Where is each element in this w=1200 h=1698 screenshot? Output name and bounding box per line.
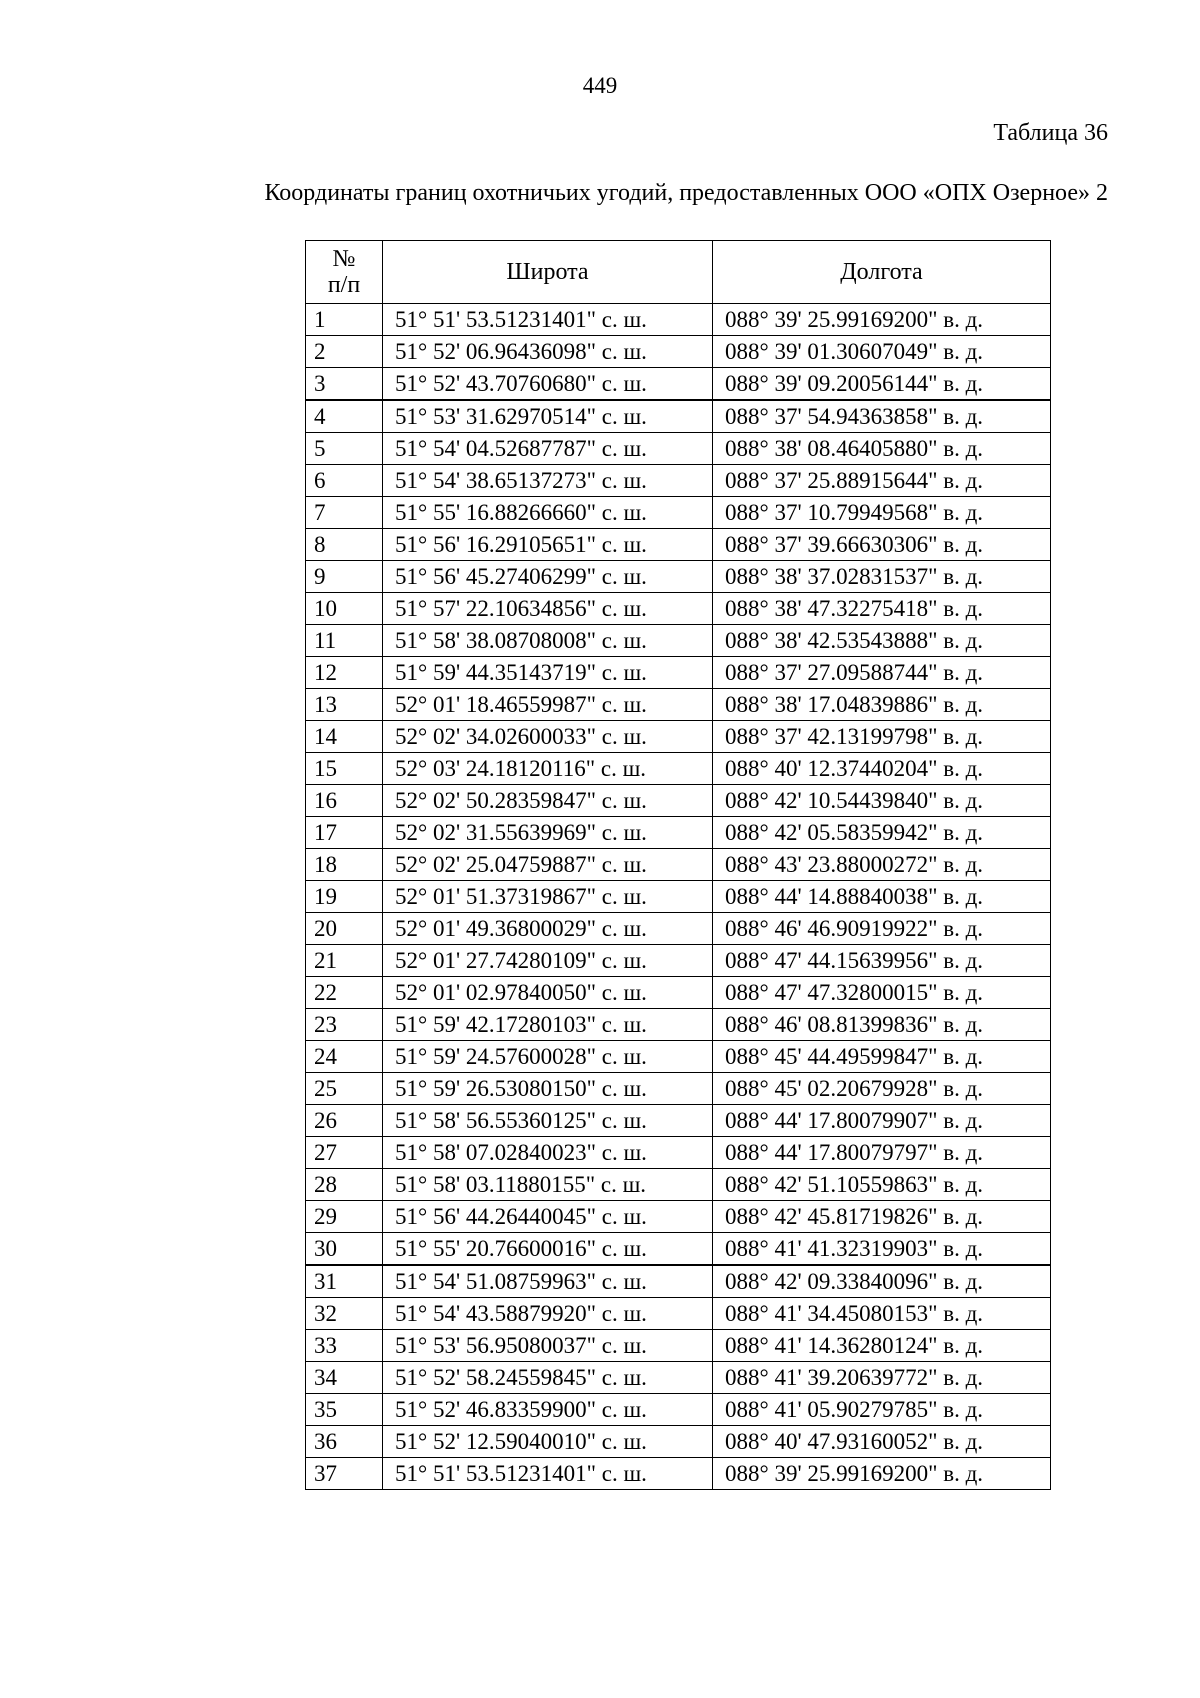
latitude-cell: 51° 52' 06.96436098" с. ш. [383, 336, 713, 368]
table-row [306, 881, 1051, 913]
row-number-cell: 13 [306, 689, 383, 721]
row-number-cell: 14 [306, 721, 383, 753]
table-row [306, 1105, 1051, 1137]
row-number-cell: 33 [306, 1330, 383, 1362]
table-row [306, 593, 1051, 625]
latitude-cell: 51° 53' 31.62970514" с. ш. [383, 400, 713, 433]
latitude-cell: 51° 58' 07.02840023" с. ш. [383, 1137, 713, 1169]
row-number-cell: 4 [306, 400, 383, 433]
latitude-cell: 52° 03' 24.18120116" с. ш. [383, 753, 713, 785]
table-row [306, 1265, 1051, 1298]
longitude-cell: 088° 41' 34.45080153" в. д. [713, 1298, 1051, 1330]
longitude-cell: 088° 39' 09.20056144" в. д. [713, 368, 1051, 401]
table-row [306, 945, 1051, 977]
row-number-cell: 25 [306, 1073, 383, 1105]
table-row [306, 1298, 1051, 1330]
longitude-cell: 088° 41' 41.32319903" в. д. [713, 1233, 1051, 1266]
table-row [306, 368, 1051, 401]
latitude-cell: 51° 52' 58.24559845" с. ш. [383, 1362, 713, 1394]
latitude-cell: 51° 58' 56.55360125" с. ш. [383, 1105, 713, 1137]
longitude-cell: 088° 42' 09.33840096" в. д. [713, 1265, 1051, 1298]
longitude-cell: 088° 47' 44.15639956" в. д. [713, 945, 1051, 977]
table-row [306, 1169, 1051, 1201]
latitude-cell: 52° 02' 50.28359847" с. ш. [383, 785, 713, 817]
table-row [306, 977, 1051, 1009]
row-number-cell: 36 [306, 1426, 383, 1458]
row-number-cell: 15 [306, 753, 383, 785]
longitude-cell: 088° 39' 25.99169200" в. д. [713, 1458, 1051, 1490]
latitude-cell: 51° 54' 04.52687787" с. ш. [383, 433, 713, 465]
column-header-longitude: Долгота [713, 241, 1051, 304]
latitude-cell: 52° 02' 31.55639969" с. ш. [383, 817, 713, 849]
latitude-cell: 52° 02' 34.02600033" с. ш. [383, 721, 713, 753]
longitude-cell: 088° 40' 12.37440204" в. д. [713, 753, 1051, 785]
latitude-cell: 51° 55' 20.76600016" с. ш. [383, 1233, 713, 1266]
row-number-cell: 28 [306, 1169, 383, 1201]
row-number-cell: 5 [306, 433, 383, 465]
longitude-cell: 088° 42' 10.54439840" в. д. [713, 785, 1051, 817]
latitude-cell: 51° 57' 22.10634856" с. ш. [383, 593, 713, 625]
longitude-cell: 088° 42' 45.81719826" в. д. [713, 1201, 1051, 1233]
table-header-row [306, 241, 1051, 304]
row-number-cell: 32 [306, 1298, 383, 1330]
latitude-cell: 51° 51' 53.51231401" с. ш. [383, 1458, 713, 1490]
table-row [306, 1330, 1051, 1362]
longitude-cell: 088° 41' 39.20639772" в. д. [713, 1362, 1051, 1394]
row-number-cell: 18 [306, 849, 383, 881]
latitude-cell: 52° 02' 25.04759887" с. ш. [383, 849, 713, 881]
row-number-cell: 9 [306, 561, 383, 593]
table-row [306, 625, 1051, 657]
coordinates-table [305, 240, 1051, 1490]
row-number-cell: 8 [306, 529, 383, 561]
row-number-cell: 1 [306, 304, 383, 336]
longitude-cell: 088° 47' 47.32800015" в. д. [713, 977, 1051, 1009]
row-number-cell: 37 [306, 1458, 383, 1490]
table-row [306, 400, 1051, 433]
latitude-cell: 52° 01' 27.74280109" с. ш. [383, 945, 713, 977]
latitude-cell: 51° 52' 43.70760680" с. ш. [383, 368, 713, 401]
latitude-cell: 51° 54' 38.65137273" с. ш. [383, 465, 713, 497]
latitude-cell: 51° 58' 03.11880155" с. ш. [383, 1169, 713, 1201]
table-row [306, 1073, 1051, 1105]
column-header-latitude: Широта [383, 241, 713, 304]
row-number-cell: 26 [306, 1105, 383, 1137]
latitude-cell: 52° 01' 49.36800029" с. ш. [383, 913, 713, 945]
table-row [306, 1458, 1051, 1490]
latitude-cell: 51° 59' 42.17280103" с. ш. [383, 1009, 713, 1041]
column-header-number-symbol: № [332, 246, 356, 272]
table-row [306, 689, 1051, 721]
table-row [306, 465, 1051, 497]
table-row [306, 529, 1051, 561]
longitude-cell: 088° 42' 51.10559863" в. д. [713, 1169, 1051, 1201]
longitude-cell: 088° 40' 47.93160052" в. д. [713, 1426, 1051, 1458]
row-number-cell: 24 [306, 1041, 383, 1073]
table-row [306, 657, 1051, 689]
longitude-cell: 088° 42' 05.58359942" в. д. [713, 817, 1051, 849]
longitude-cell: 088° 37' 42.13199798" в. д. [713, 721, 1051, 753]
row-number-cell: 22 [306, 977, 383, 1009]
longitude-cell: 088° 38' 08.46405880" в. д. [713, 433, 1051, 465]
latitude-cell: 51° 56' 16.29105651" с. ш. [383, 529, 713, 561]
latitude-cell: 52° 01' 18.46559987" с. ш. [383, 689, 713, 721]
longitude-cell: 088° 37' 54.94363858" в. д. [713, 400, 1051, 433]
longitude-cell: 088° 41' 05.90279785" в. д. [713, 1394, 1051, 1426]
column-header-number [306, 241, 383, 304]
table-row [306, 304, 1051, 336]
latitude-cell: 51° 59' 26.53080150" с. ш. [383, 1073, 713, 1105]
table-row [306, 1394, 1051, 1426]
longitude-cell: 088° 38' 47.32275418" в. д. [713, 593, 1051, 625]
table-row [306, 913, 1051, 945]
table-row [306, 433, 1051, 465]
latitude-cell: 51° 55' 16.88266660" с. ш. [383, 497, 713, 529]
row-number-cell: 20 [306, 913, 383, 945]
longitude-cell: 088° 41' 14.36280124" в. д. [713, 1330, 1051, 1362]
row-number-cell: 19 [306, 881, 383, 913]
longitude-cell: 088° 38' 42.53543888" в. д. [713, 625, 1051, 657]
latitude-cell: 51° 56' 44.26440045" с. ш. [383, 1201, 713, 1233]
longitude-cell: 088° 39' 01.30607049" в. д. [713, 336, 1051, 368]
longitude-cell: 088° 45' 02.20679928" в. д. [713, 1073, 1051, 1105]
longitude-cell: 088° 44' 14.88840038" в. д. [713, 881, 1051, 913]
latitude-cell: 52° 01' 51.37319867" с. ш. [383, 881, 713, 913]
table-row [306, 721, 1051, 753]
latitude-cell: 51° 54' 43.58879920" с. ш. [383, 1298, 713, 1330]
page-number: 449 [582, 73, 618, 98]
row-number-cell: 10 [306, 593, 383, 625]
latitude-cell: 51° 52' 46.83359900" с. ш. [383, 1394, 713, 1426]
table-title: Координаты границ охотничьих угодий, предоставленных ООО «ОПХ Озерное» 2 [264, 180, 1108, 206]
row-number-cell: 7 [306, 497, 383, 529]
row-number-cell: 17 [306, 817, 383, 849]
table-row [306, 561, 1051, 593]
table-row [306, 497, 1051, 529]
table-label: Таблица 36 [993, 120, 1108, 146]
row-number-cell: 2 [306, 336, 383, 368]
longitude-cell: 088° 37' 10.79949568" в. д. [713, 497, 1051, 529]
row-number-cell: 34 [306, 1362, 383, 1394]
row-number-cell: 23 [306, 1009, 383, 1041]
column-header-number-abbr: п/п [327, 272, 361, 298]
row-number-cell: 35 [306, 1394, 383, 1426]
latitude-cell: 51° 53' 56.95080037" с. ш. [383, 1330, 713, 1362]
latitude-cell: 51° 59' 44.35143719" с. ш. [383, 657, 713, 689]
latitude-cell: 51° 51' 53.51231401" с. ш. [383, 304, 713, 336]
longitude-cell: 088° 46' 46.90919922" в. д. [713, 913, 1051, 945]
table-row [306, 1137, 1051, 1169]
latitude-cell: 51° 58' 38.08708008" с. ш. [383, 625, 713, 657]
table-row [306, 1233, 1051, 1266]
table-row [306, 1201, 1051, 1233]
row-number-cell: 21 [306, 945, 383, 977]
latitude-cell: 51° 52' 12.59040010" с. ш. [383, 1426, 713, 1458]
table-row [306, 1009, 1051, 1041]
longitude-cell: 088° 38' 37.02831537" в. д. [713, 561, 1051, 593]
table-body [306, 304, 1051, 1490]
longitude-cell: 088° 46' 08.81399836" в. д. [713, 1009, 1051, 1041]
longitude-cell: 088° 44' 17.80079907" в. д. [713, 1105, 1051, 1137]
row-number-cell: 16 [306, 785, 383, 817]
table-row [306, 1362, 1051, 1394]
longitude-cell: 088° 37' 27.09588744" в. д. [713, 657, 1051, 689]
latitude-cell: 51° 59' 24.57600028" с. ш. [383, 1041, 713, 1073]
table-row [306, 817, 1051, 849]
row-number-cell: 12 [306, 657, 383, 689]
longitude-cell: 088° 37' 25.88915644" в. д. [713, 465, 1051, 497]
longitude-cell: 088° 39' 25.99169200" в. д. [713, 304, 1051, 336]
latitude-cell: 51° 56' 45.27406299" с. ш. [383, 561, 713, 593]
longitude-cell: 088° 43' 23.88000272" в. д. [713, 849, 1051, 881]
table-row [306, 1041, 1051, 1073]
row-number-cell: 29 [306, 1201, 383, 1233]
table-row [306, 753, 1051, 785]
longitude-cell: 088° 44' 17.80079797" в. д. [713, 1137, 1051, 1169]
longitude-cell: 088° 45' 44.49599847" в. д. [713, 1041, 1051, 1073]
table-row [306, 785, 1051, 817]
row-number-cell: 3 [306, 368, 383, 401]
row-number-cell: 6 [306, 465, 383, 497]
longitude-cell: 088° 38' 17.04839886" в. д. [713, 689, 1051, 721]
latitude-cell: 51° 54' 51.08759963" с. ш. [383, 1265, 713, 1298]
row-number-cell: 11 [306, 625, 383, 657]
row-number-cell: 31 [306, 1265, 383, 1298]
table-row [306, 336, 1051, 368]
row-number-cell: 27 [306, 1137, 383, 1169]
table-row [306, 849, 1051, 881]
latitude-cell: 52° 01' 02.97840050" с. ш. [383, 977, 713, 1009]
row-number-cell: 30 [306, 1233, 383, 1266]
table-row [306, 1426, 1051, 1458]
longitude-cell: 088° 37' 39.66630306" в. д. [713, 529, 1051, 561]
